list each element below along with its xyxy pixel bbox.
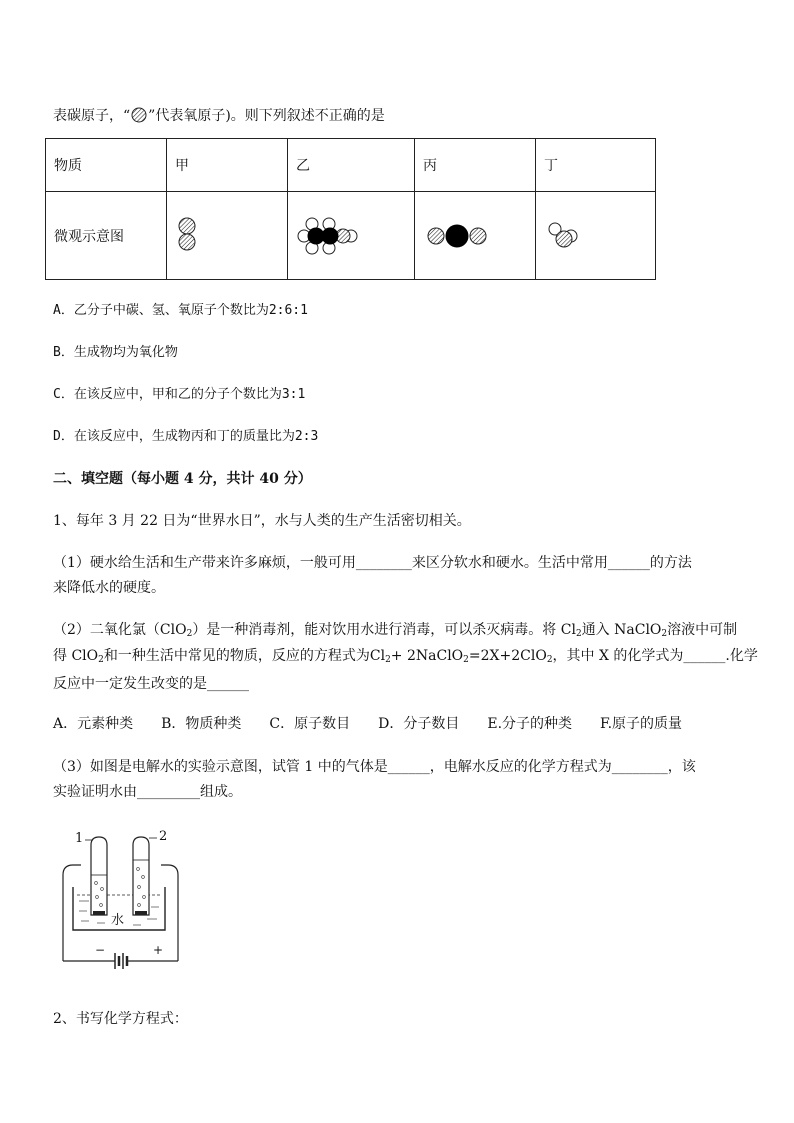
- intro-text-2: ”代表氧原子)。则下列叙述不正确的是: [148, 108, 385, 124]
- text-span: 和一种生活中常见的物质，反应的方程式为Cl: [103, 648, 386, 664]
- table-cell: 微观示意图: [46, 192, 167, 280]
- text-span: （2）二氧化氯（ClO: [53, 622, 187, 638]
- subscript: 2: [661, 629, 668, 639]
- molecule-ding-icon: [544, 211, 594, 261]
- subscript: 2: [463, 655, 469, 665]
- table-row: [46, 139, 656, 192]
- option-a: A．元素种类: [53, 716, 134, 732]
- molecule-bing-cell: [415, 192, 536, 280]
- q1-part2-line3: 反应中一定发生改变的是______: [53, 676, 249, 692]
- table-cell: 丁: [536, 139, 656, 192]
- q1-part2-line2: [53, 646, 758, 670]
- choice-c: C．在该反应中，甲和乙的分子个数比为3:1: [53, 387, 306, 402]
- tube-1-label: 1: [75, 831, 84, 846]
- subscript: 2: [186, 629, 193, 639]
- tube-2-label: 2: [159, 829, 168, 844]
- molecule-jia-icon: [175, 211, 215, 261]
- text-span: ，其中 X 的化学式为______.化学: [552, 648, 758, 664]
- q1-part3-line2: 实验证明水由_________组成。: [53, 784, 242, 800]
- table-cell: 物质: [46, 139, 167, 192]
- molecule-yi-icon: [296, 211, 376, 261]
- oxygen-atom-icon: [130, 107, 148, 123]
- text-span: 通入 NaClO: [581, 622, 662, 638]
- molecule-bing-icon: [423, 211, 493, 261]
- electrolysis-figure: [55, 825, 190, 975]
- molecule-jia-cell: [167, 192, 288, 280]
- molecule-yi-cell: [288, 192, 415, 280]
- text-span: 得 ClO: [53, 648, 99, 664]
- subscript: 2: [575, 629, 582, 639]
- option-e: E.分子的种类: [487, 716, 573, 732]
- choice-b: B．生成物均为氧化物: [53, 345, 178, 360]
- question-2-stem: 2、书写化学方程式：: [53, 1011, 188, 1027]
- subscript: 2: [98, 655, 104, 665]
- section-heading: 二、填空题（每小题 4 分，共计 40 分）: [53, 471, 312, 487]
- option-b: B．物质种类: [161, 716, 242, 732]
- q1-part1-line2: 来降低水的硬度。: [53, 580, 165, 596]
- text-span: =2X+2ClO: [468, 648, 547, 664]
- intro-line: [53, 106, 385, 126]
- table-row: [46, 192, 656, 280]
- subscript: 2: [385, 655, 391, 665]
- choice-a: A．乙分子中碳、氢、氧原子个数比为2:6:1: [53, 303, 308, 318]
- molecule-table: [45, 138, 656, 280]
- subscript: 2: [546, 655, 553, 665]
- text-span: + 2NaClO: [390, 648, 464, 664]
- q1-part3-line1: （3）如图是电解水的实验示意图，试管 1 中的气体是______，电解水反应的化学方程式为________，该: [53, 759, 696, 775]
- positive-terminal-label: +: [153, 943, 164, 957]
- intro-text-1: 表碳原子，“: [53, 108, 131, 124]
- molecule-ding-cell: [536, 192, 656, 280]
- text-span: 溶液中可制: [667, 622, 738, 638]
- choice-d: D．在该反应中，生成物丙和丁的质量比为2:3: [53, 429, 319, 444]
- water-label: 水: [111, 913, 125, 928]
- q1-part2-line1: [53, 620, 737, 644]
- text-span: ）是一种消毒剂，能对饮用水进行消毒，可以杀灭病毒。将 Cl: [192, 622, 576, 638]
- option-f: F.原子的质量: [600, 716, 683, 732]
- negative-terminal-label: −: [95, 943, 106, 957]
- table-cell: 丙: [415, 139, 536, 192]
- table-cell: 甲: [167, 139, 288, 192]
- table-cell: 乙: [288, 139, 415, 192]
- q1-part1-line1: （1）硬水给生活和生产带来许多麻烦，一般可用________来区分软水和硬水。生活中常用______的方法: [53, 555, 692, 571]
- question-1-stem: 1、每年 3 月 22 日为“世界水日”，水与人类的生产生活密切相关。: [53, 513, 471, 529]
- q1-options: [53, 714, 682, 734]
- electrolysis-apparatus-icon: [55, 825, 190, 975]
- option-d: D．分子数目: [378, 716, 460, 732]
- option-c: C．原子数目: [269, 716, 351, 732]
